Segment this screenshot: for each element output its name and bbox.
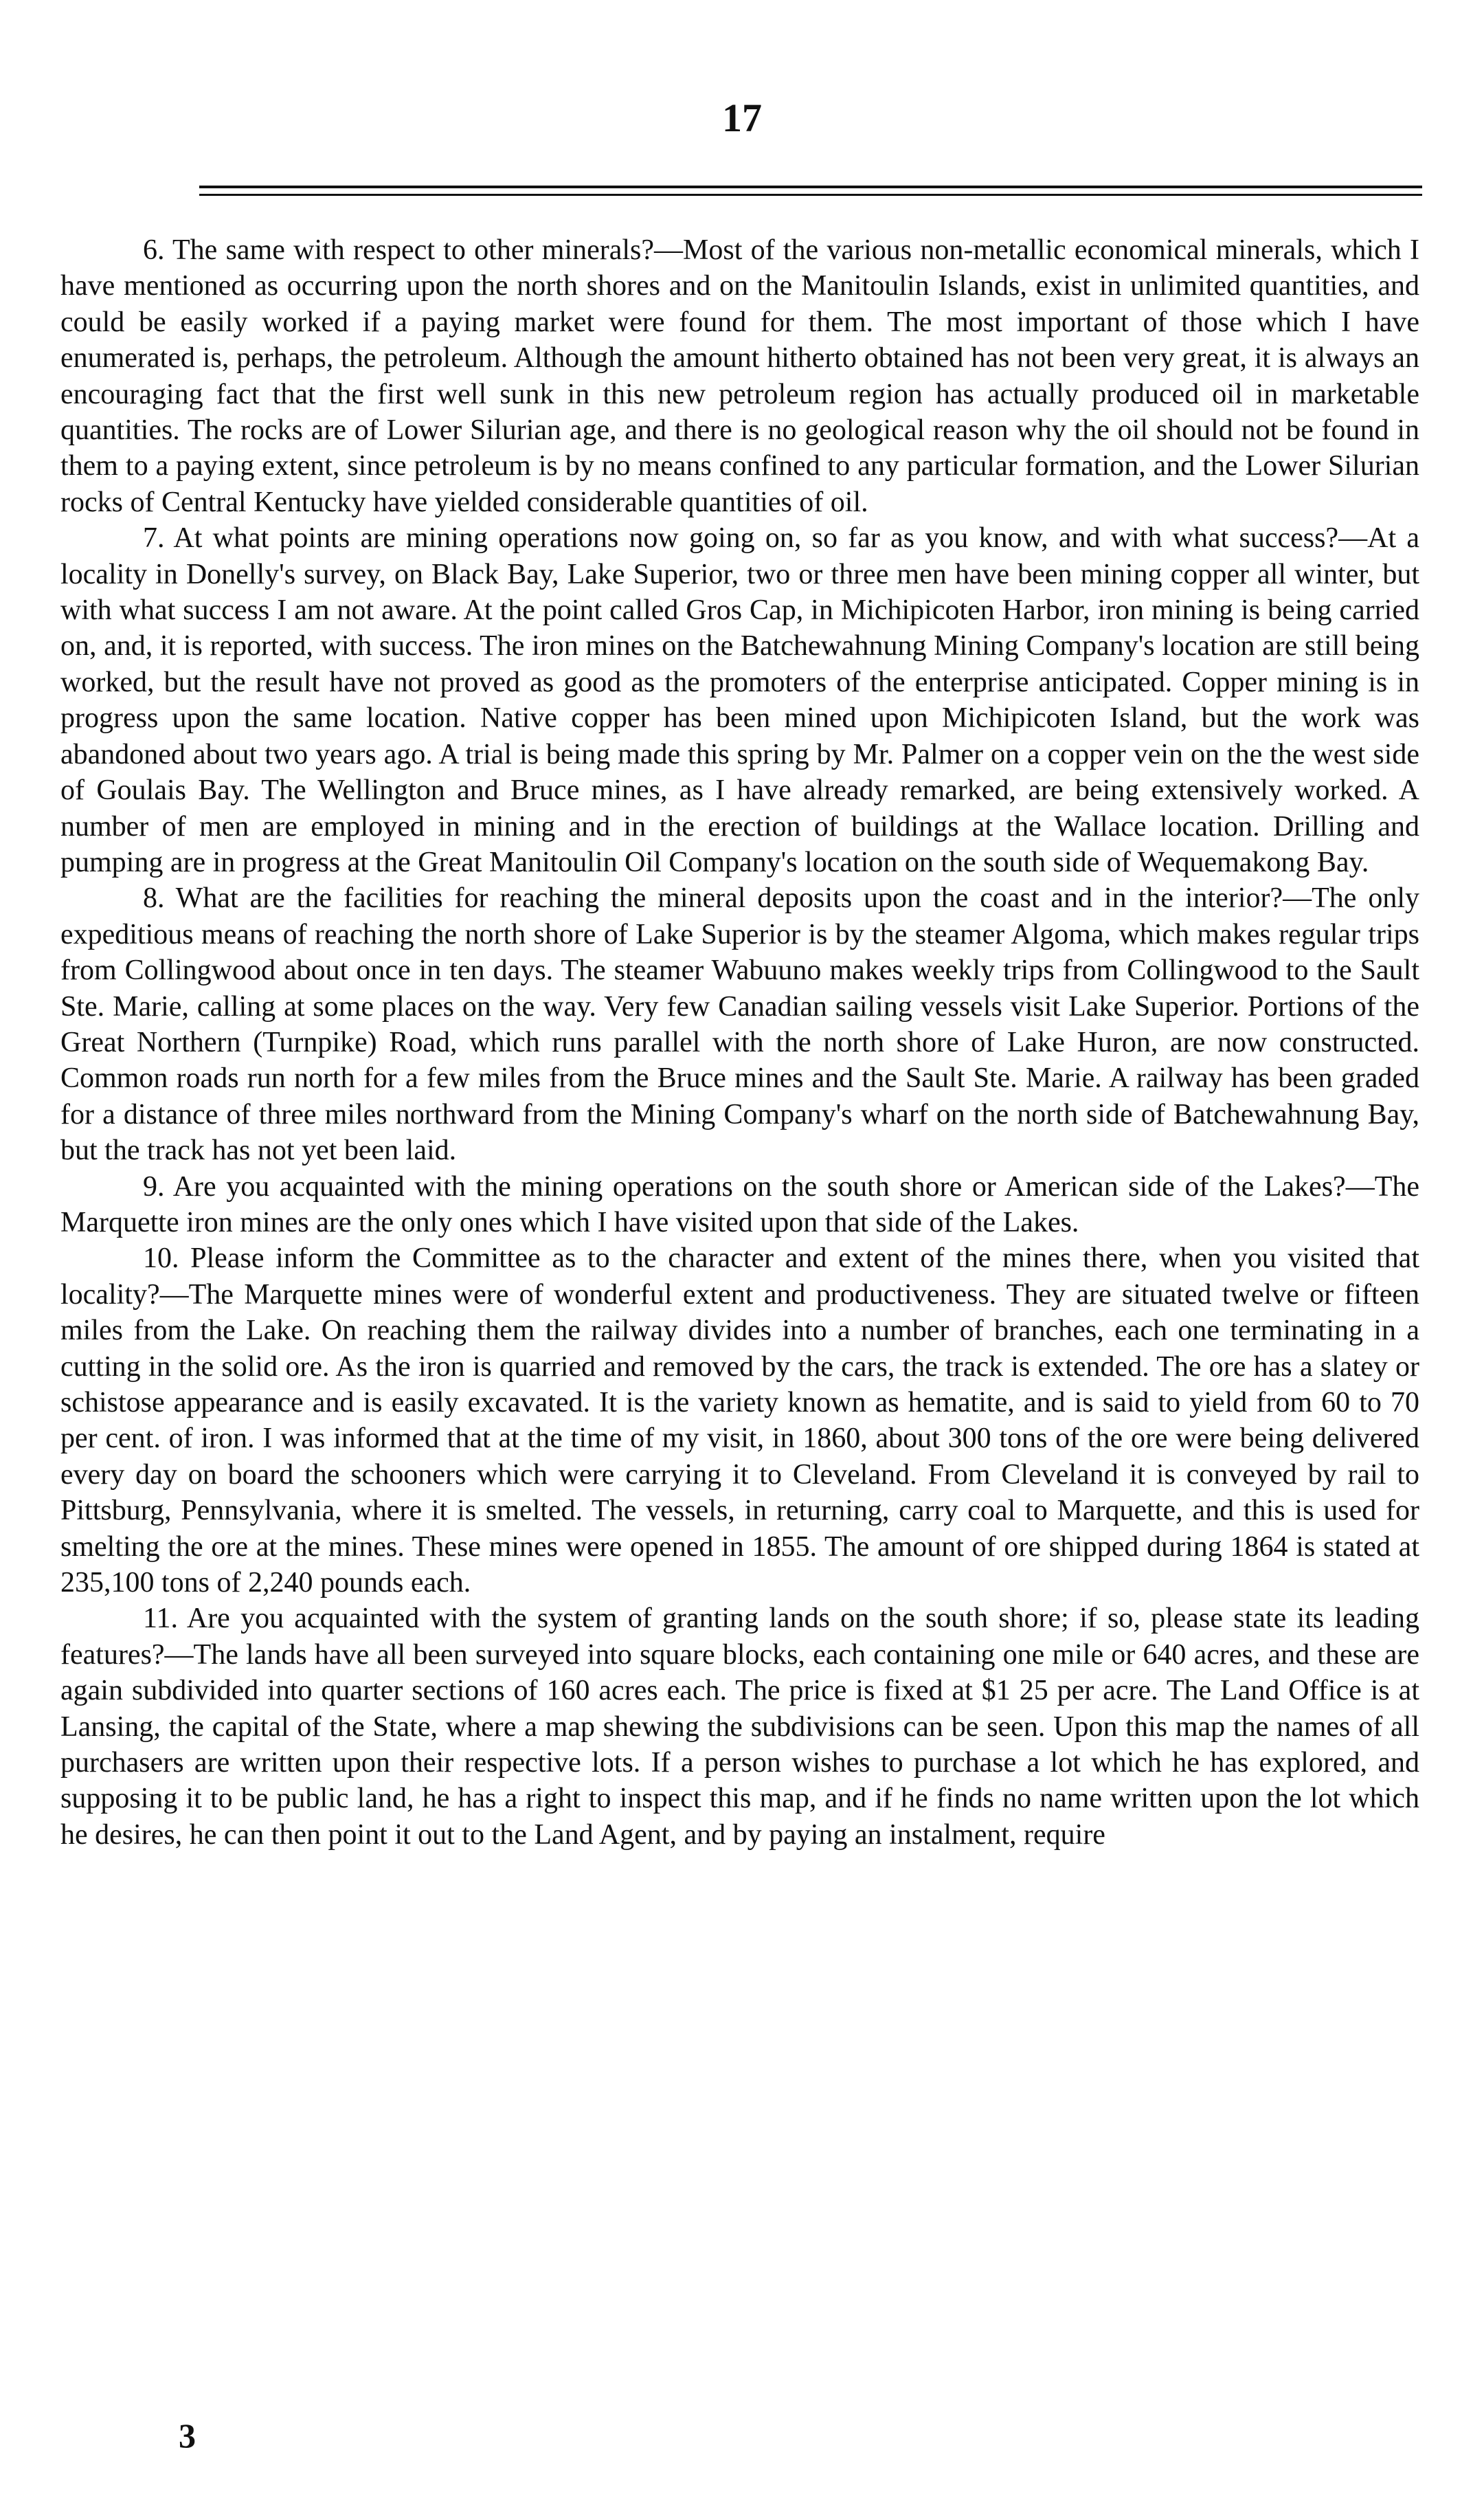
paragraph-6: 6. The same with respect to other minerals?—Most of the various non-metallic economical minerals, which I have mentioned as occurring upon the north shores and on the Manitoulin Islands, exist in unlimited quantities, and could be easily worked if a paying market were found for them. The most important of those which I have enumerated is, perhaps, the petroleum. Although the amount hitherto obtained has not been very great, it is always an encouraging fact that the first well sunk in this new petroleum region has actually produced oil in marketable quantities. The rocks are of Lower Silurian age, and there is no geological reason why the oil should not be found in them to a paying extent, since petroleum is by no means confined to any particular formation, and the Lower Silurian rocks of Central Kentucky have yielded considerable quantities of oil.	[60, 234, 1419, 518]
signature-mark: 3	[179, 2416, 196, 2455]
paragraph-11: 11. Are you acquainted with the system of granting lands on the south shore; if so, please state its leading features?—The lands have all been surveyed into square blocks, each containing one mile or 640 acres, and these are again subdivided into quarter sections of 160 acres each. The price is fixed at $1 25 per acre. The Land Office is at Lansing, the capital of the State, where a map shewing the subdivisions can be seen. Upon this map the names of all purchasers are written upon their respective lots. If a person wishes to purchase a lot which he has explored, and supposing it to be public land, he has a right to inspect this map, and if he finds no name written upon the lot which he desires, he can then point it out to the Land Agent, and by paying an instalment, require	[60, 1603, 1419, 1851]
paragraph-8: 8. What are the facilities for reaching the mineral deposits upon the coast and in the interior?—The only expeditious means of reaching the north shore of Lake Superior is by the steamer Algoma, which makes regular trips from Collingwood about once in ten days. The steamer Wabuuno makes weekly trips from Collingwood to the Sault Ste. Marie, calling at some places on the way. Very few Canadian sailing vessels visit Lake Superior. Portions of the Great Northern (Turnpike) Road, which runs parallel with the north shore of Lake Huron, are now constructed. Common roads run north for a few miles from the Bruce mines and the Sault Ste. Marie. A railway has been graded for a distance of three miles northward from the Mining Company's wharf on the north side of Batchewahnung Bay, but the track has not yet been laid.	[60, 882, 1419, 1167]
body-text	[60, 232, 1419, 1853]
paragraph-10: 10. Please inform the Committee as to the character and extent of the mines there, when you visited that locality?—The Marquette mines were of wonderful extent and productiveness. They are situated twelve or fifteen miles from the Lake. On reaching them the railway divides into a number of branches, each one terminating in a cutting in the solid ore. As the iron is quarried and removed by the cars, the track is extended. The ore has a slatey or schistose appearance and is easily excavated. It is the variety known as hematite, and is said to yield from 60 to 70 per cent. of iron. I was informed that at the time of my visit, in 1860, about 300 tons of the ore were being delivered every day on board the schooners which were carrying it to Cleveland. From Cleveland it is conveyed by rail to Pittsburg, Pennsylvania, where it is smelted. The vessels, in returning, carry coal to Marquette, and this is used for smelting the ore at the mines. These mines were opened in 1855. The amount of ore shipped during 1864 is stated at 235,100 tons of 2,240 pounds each.	[60, 1243, 1419, 1599]
paragraph-9: 9. Are you acquainted with the mining operations on the south shore or American side of the Lakes?—The Marquette iron mines are the only ones which I have visited upon that side of the Lakes.	[60, 1170, 1419, 1238]
header-rule-thick	[199, 186, 1422, 188]
header-rule-thin	[199, 194, 1422, 196]
paragraph-7: 7. At what points are mining operations now going on, so far as you know, and with what success?—At a locality in Donelly's survey, on Black Bay, Lake Superior, two or three men have been mining copper all winter, but with what success I am not aware. At the point called Gros Cap, in Michipicoten Harbor, iron mining is being carried on, and, it is reported, with success. The iron mines on the Batchewahnung Mining Company's location are still being worked, but the result have not proved as good as the promoters of the enterprise anticipated. Copper mining is in progress upon the same location. Native copper has been mined upon Michipicoten Island, but the work was abandoned about two years ago. A trial is being made this spring by Mr. Palmer on a copper vein on the the west side of Goulais Bay. The Wellington and Bruce mines, as I have already remarked, are being extensively worked. A number of men are employed in mining and in the erection of buildings at the Wallace location. Drilling and pumping are in progress at the Great Manitoulin Oil Company's location on the south side of Wequemakong Bay.	[60, 522, 1419, 878]
page-number: 17	[722, 96, 762, 140]
